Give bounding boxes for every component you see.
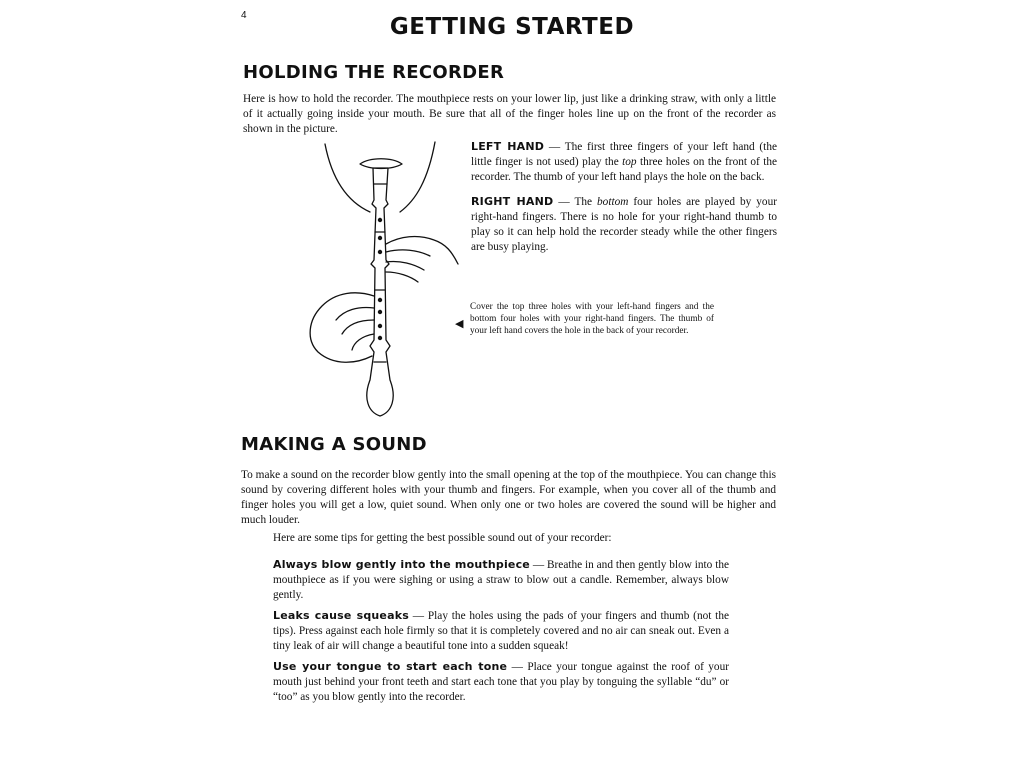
tip-item: Leaks cause squeaks — Play the holes using the pads of your fingers and thumb (not the tips). Press against each hole firmly so that it is completely covered and no air can sneak out. Even a tiny leak of air will change a beautiful tone into a sudden squeak! <box>273 609 729 652</box>
face-outline-right <box>400 142 435 212</box>
sound-intro-paragraph: To make a sound on the recorder blow gently into the small opening at the top of the mouthpiece. You can change this sound by covering different holes with your thumb and fingers. For example, when you cover all of the thumb and finger holes you will get a low, quiet sound. When only one or two holes are covered the sound will be higher and much louder. <box>241 469 776 526</box>
holding-intro-paragraph: Here is how to hold the recorder. The mouthpiece rests on your lower lip, just like a drinking straw, with only a little of it actually going inside your mouth. Be sure that all of the finger holes line up on the front of the recorder as shown in the picture. <box>243 93 776 135</box>
emphasis-bottom: bottom <box>597 196 629 208</box>
finger-holes <box>378 218 382 340</box>
section-title-sound: MAKING A SOUND <box>241 434 427 455</box>
page-title: GETTING STARTED <box>389 14 635 40</box>
emphasis-top: top <box>622 156 637 168</box>
page-number: 4 <box>241 10 247 21</box>
recorder-body <box>367 168 393 416</box>
face-outline <box>325 144 370 212</box>
tip-label: Use your tongue to start each tone <box>273 660 508 673</box>
left-hand-paragraph: LEFT HAND — The first three fingers of your left hand (the little finger is not used) play the top three holes on the front of the recorder. The thumb of your left hand plays the hole on the back. <box>471 140 777 183</box>
tip-label: Leaks cause squeaks <box>273 609 409 622</box>
illustration-caption: Cover the top three holes with your left-hand fingers and the bottom four holes with your right-hand fingers. The thumb of your left hand covers the hole in the back of your recorder. <box>470 302 714 336</box>
right-hand-paragraph: RIGHT HAND — The bottom four holes are played by your right-hand fingers. There is no hole for your right-hand thumb to play so it can help hold the recorder steady while the other fingers are busy playing. <box>471 195 777 253</box>
tip-item: Use your tongue to start each tone — Place your tongue against the roof of your mouth just behind your front teeth and start each tone that you play by tonguing the syllable “du” or “too” as you blow gently into the recorder. <box>273 660 729 703</box>
left-hand-label: LEFT HAND <box>471 140 545 153</box>
section-title-holding: HOLDING THE RECORDER <box>243 62 505 83</box>
tip-item: Always blow gently into the mouthpiece — Breathe in and then gently blow into the mouthpiece as if you were sighing or using a straw to blow out a candle. Remember, always blow gently. <box>273 558 729 601</box>
right-hand-label: RIGHT HAND <box>471 195 554 208</box>
tip-label: Always blow gently into the mouthpiece <box>273 558 530 571</box>
left-hand-lower <box>310 293 374 362</box>
recorder-illustration <box>300 140 460 418</box>
caption-arrow-icon: ◀ <box>455 318 464 330</box>
lips <box>360 159 402 169</box>
tips-intro: Here are some tips for getting the best possible sound out of your recorder: <box>273 532 612 544</box>
